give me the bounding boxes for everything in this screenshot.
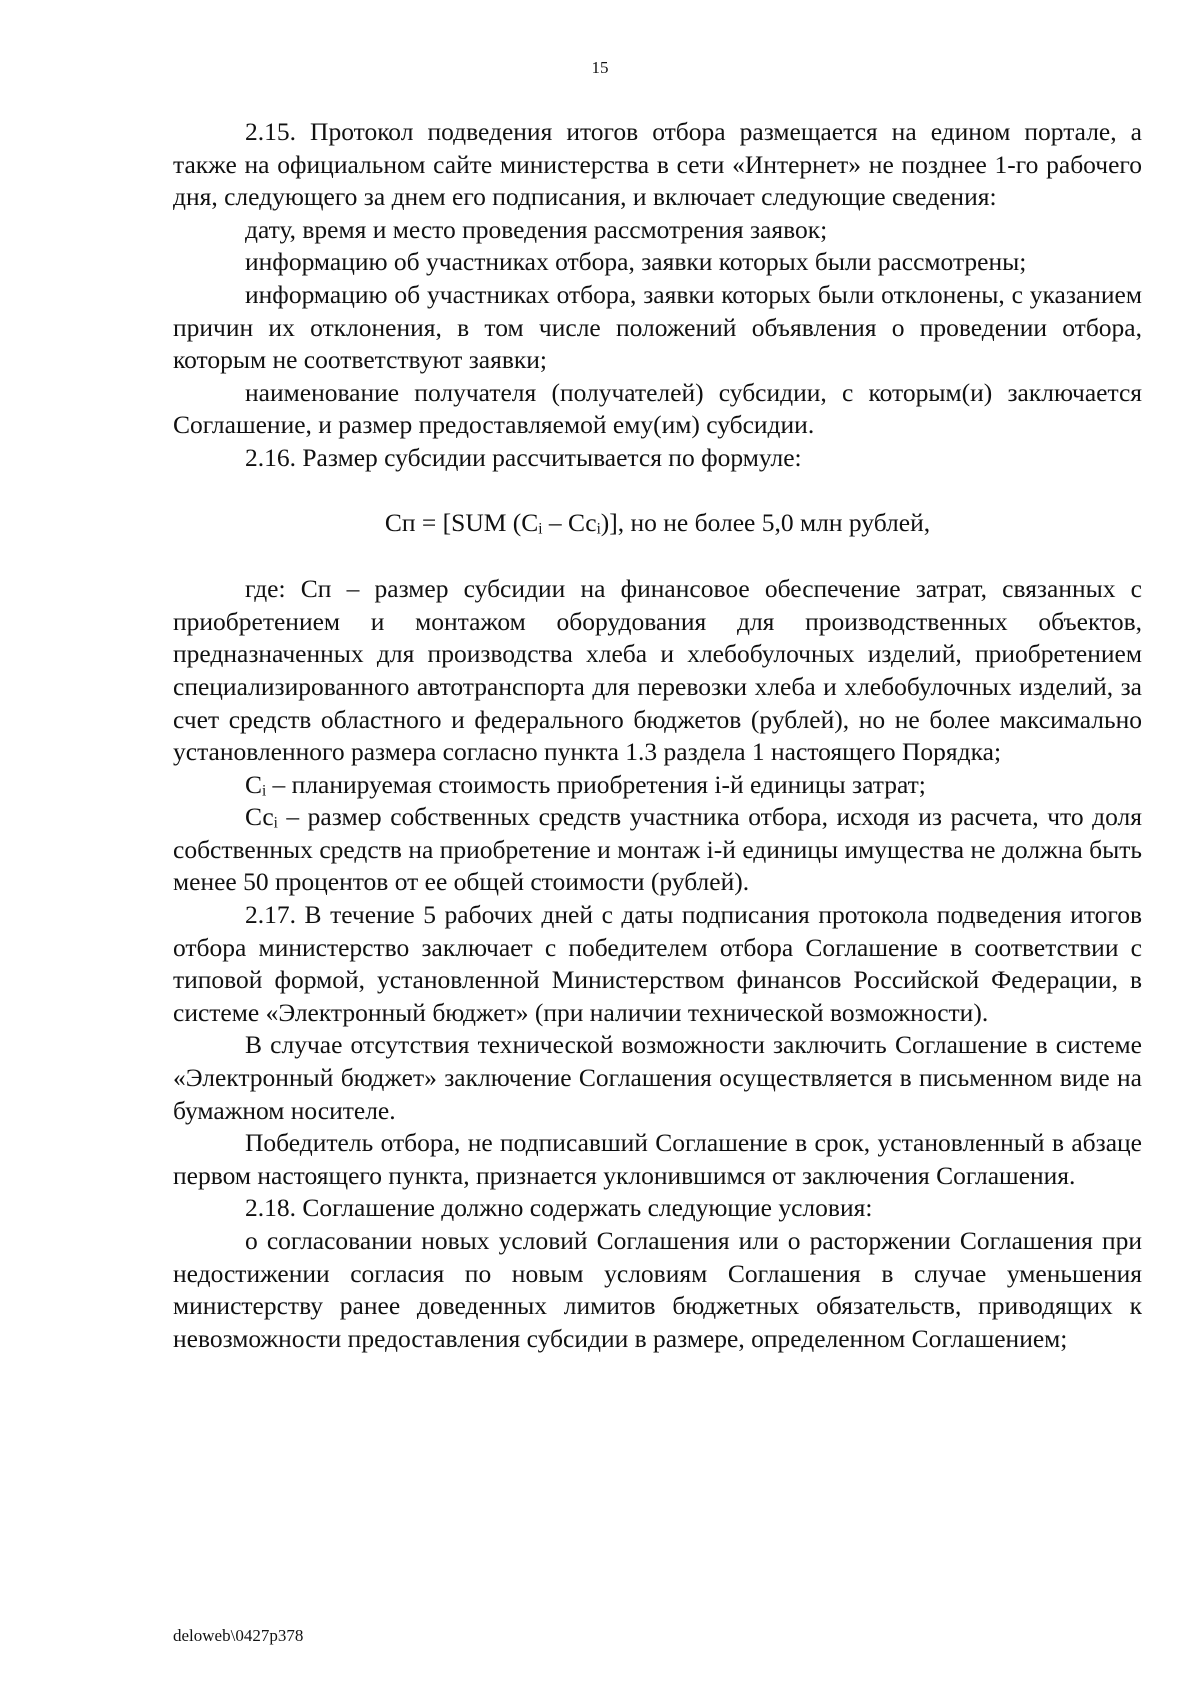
page-number: 15 (591, 58, 609, 77)
document-body (173, 116, 1142, 1355)
formula-definition-ci: Сᵢ – планируемая стоимость приобретения i-й единицы затрат; (245, 769, 926, 799)
formula-definition-cci: Ссᵢ – размер собственных средств участника отбора, исходя из расчета, что доля собственных средств на приобретение и монтаж i-й единицы имущества не должна быть менее 50 процентов от ее общей стоимости (рублей). (173, 802, 1142, 897)
list-item-date-time-place: дату, время и место проведения рассмотрения заявок; (245, 214, 828, 244)
paragraph-no-technical-possibility: В случае отсутствия технической возможности заключить Соглашение в системе «Электронный бюджет» заключение Соглашения осуществляется в письменном виде на бумажном носителе. (173, 1030, 1142, 1125)
paragraph-2-16: 2.16. Размер субсидии рассчитывается по формуле: (245, 442, 802, 472)
subsidy-formula: Сп = [SUM (Сᵢ – Ссᵢ)], но не более 5,0 млн рублей, (384, 507, 931, 537)
paragraph-2-17: 2.17. В течение 5 рабочих дней с даты подписания протокола подведения итогов отбора министерство заключает с победителем отбора Соглашение в соответствии с типовой формой, установленной Министерством финансов Российской Федерации, в системе «Электронный бюджет» (при наличии технической возможности). (173, 900, 1142, 1027)
formula-definition-cp: где: Сп – размер субсидии на финансовое обеспечение затрат, связанных с приобретением и монтажом оборудования для производственных объектов, предназначенных для производства хлеба и хлебобулочных изделий, приобретением специализированного автотранспорта для перевозки хлеба и хлебобулочных изделий, за счет средств областного и федерального бюджетов (рублей), но не более максимально установленного размера согласно пункта 1.3 раздела 1 настоящего Порядка; (173, 574, 1142, 767)
list-item-recipient-name: наименование получателя (получателей) субсидии, с которым(и) заключается Соглашение, и размер предоставляемой ему(им) субсидии. (173, 377, 1142, 440)
list-item-considered-participants: информацию об участниках отбора, заявки которых были рассмотрены; (245, 247, 1027, 277)
paragraph-2-18: 2.18. Соглашение должно содержать следующие условия: (245, 1193, 873, 1223)
list-item-rejected-participants: информацию об участниках отбора, заявки которых были отклонены, с указанием причин их отклонения, в том числе положений объявления о проведении отбора, которым не соответствуют заявки; (173, 279, 1142, 375)
paragraph-2-15: 2.15. Протокол подведения итогов отбора размещается на едином портале, а также на официальном сайте министерства в сети «Интернет» не позднее 1-го рабочего дня, следующего за днем его подписания, и включает следующие сведения: (173, 117, 1142, 212)
list-item-new-conditions: о согласовании новых условий Соглашения или о расторжении Соглашения при недостижении согласия по новым условиям Соглашения в случае уменьшения министерству ранее доведенных лимитов бюджетных обязательств, приводящих к невозможности предоставления субсидии в размере, определенном Соглашением; (173, 1226, 1142, 1353)
paragraph-winner-evasion: Победитель отбора, не подписавший Соглашение в срок, установленный в абзаце первом настоящего пункта, признается уклонившимся от заключения Соглашения. (173, 1128, 1142, 1190)
document-footer-code: deloweb\0427p378 (173, 1626, 304, 1645)
